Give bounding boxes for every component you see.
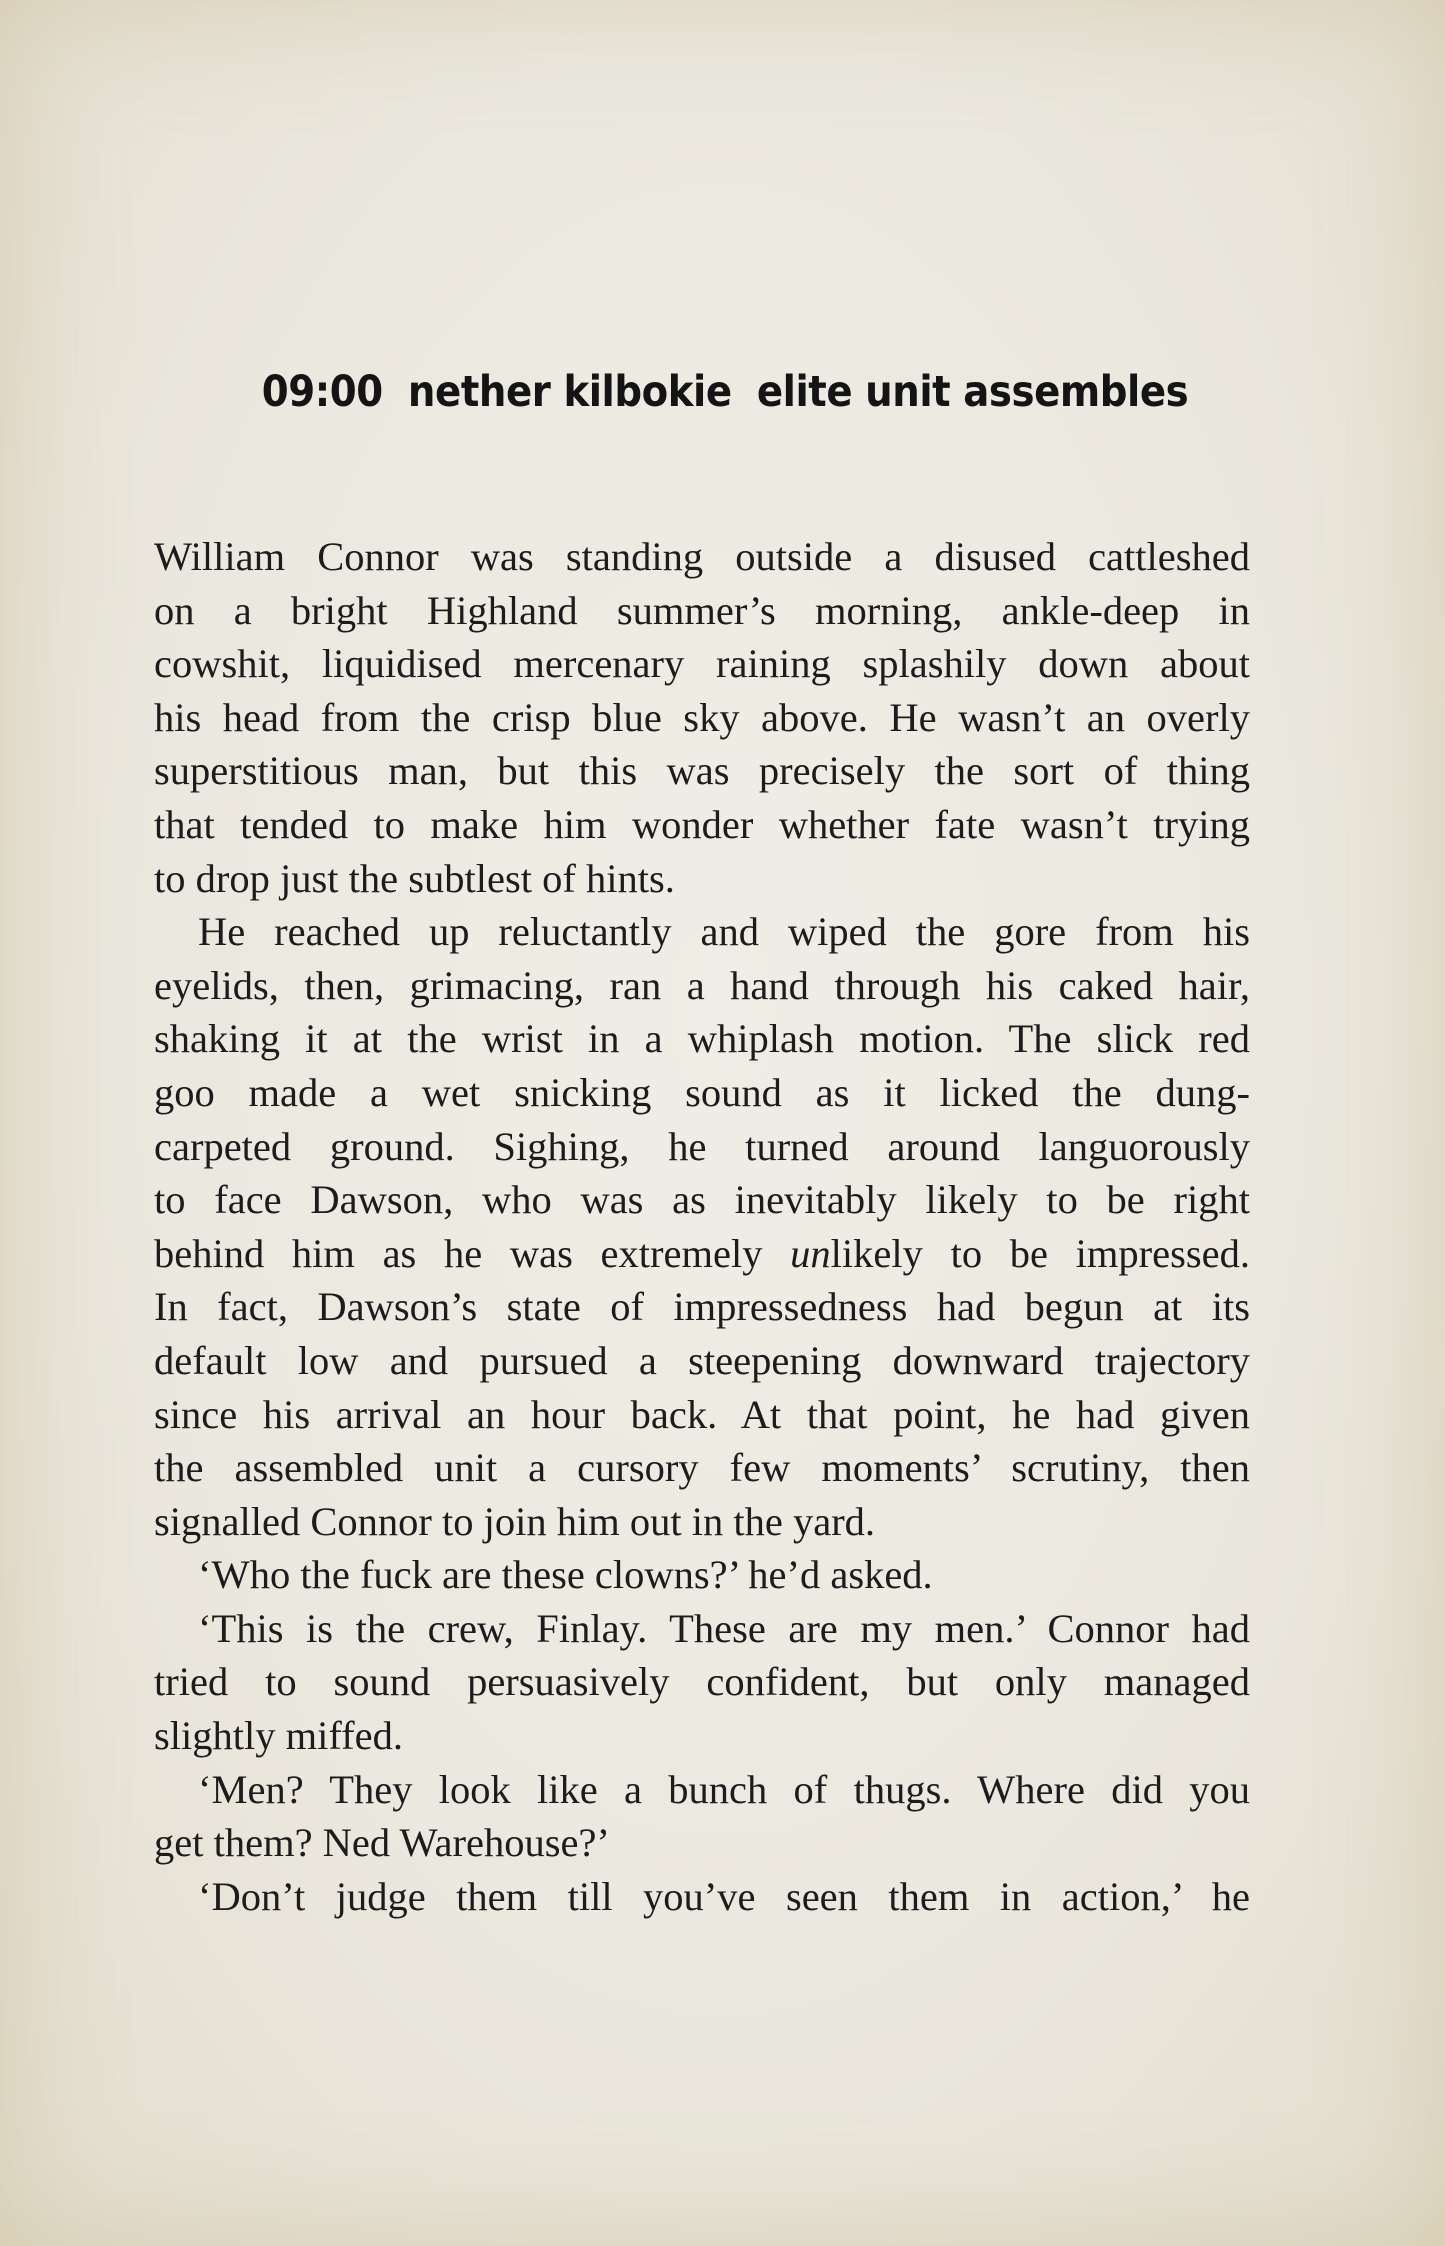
text-line: slightly miffed.: [154, 1713, 403, 1759]
text-segment: likely to be impressed.: [830, 1230, 1250, 1276]
text-line: ‘Don’t judge them till you’ve seen them in action,’ he: [198, 1873, 1250, 1919]
text-line: eyelids, then, grimacing, ran a hand through his caked hair,: [154, 962, 1250, 1008]
text-line: shaking it at the wrist in a whiplash motion. The slick red: [154, 1016, 1250, 1062]
italic-segment: un: [790, 1230, 831, 1276]
text-line: In fact, Dawson’s state of impressedness had begun at its: [154, 1284, 1250, 1330]
text-line: He reached up reluctantly and wiped the gore from his: [198, 909, 1250, 955]
text-line: tried to sound persuasively confident, but only managed: [154, 1659, 1250, 1705]
text-line: the assembled unit a cursory few moments’ scrutiny, then: [154, 1445, 1250, 1491]
text-segment: behind him as he was extremely: [154, 1230, 791, 1276]
text-line: ‘Who the fuck are these clowns?’ he’d asked.: [198, 1552, 933, 1598]
text-line: on a bright Highland summer’s morning, ankle-deep in: [154, 587, 1250, 633]
text-line: ‘Men? They look like a bunch of thugs. Where did you: [198, 1766, 1250, 1812]
chapter-heading: [253, 357, 1198, 427]
text-line: goo made a wet snicking sound as it licked the dung-: [154, 1069, 1250, 1115]
text-line: superstitious man, but this was precisely the sort of thing: [154, 748, 1250, 794]
text-line: get them? Ned Warehouse?’: [154, 1820, 610, 1866]
text-line: his head from the crisp blue sky above. He wasn’t an overly: [154, 694, 1250, 740]
heading-event: elite unit assembles: [756, 367, 1189, 417]
text-line: William Connor was standing outside a disused cattleshed: [154, 534, 1250, 579]
heading-time: 09:00: [261, 367, 383, 417]
text-line: cowshit, liquidised mercenary raining splashily down about: [154, 641, 1250, 687]
text-line-italic: [154, 1227, 1250, 1281]
text-line: to drop just the subtlest of hints.: [154, 855, 675, 901]
text-line: since his arrival an hour back. At that point, he had given: [154, 1391, 1250, 1437]
text-line: carpeted ground. Sighing, he turned around languorously: [154, 1123, 1250, 1169]
text-line: to face Dawson, who was as inevitably likely to be right: [154, 1177, 1250, 1223]
heading-location: nether kilbokie: [407, 367, 732, 417]
text-line: default low and pursued a steepening downward trajectory: [154, 1337, 1250, 1383]
body-text: [154, 530, 1250, 1923]
text-line: signalled Connor to join him out in the yard.: [154, 1498, 876, 1544]
text-line: ‘This is the crew, Finlay. These are my men.’ Connor had: [198, 1605, 1250, 1651]
text-line: that tended to make him wonder whether fate wasn’t trying: [154, 801, 1250, 847]
